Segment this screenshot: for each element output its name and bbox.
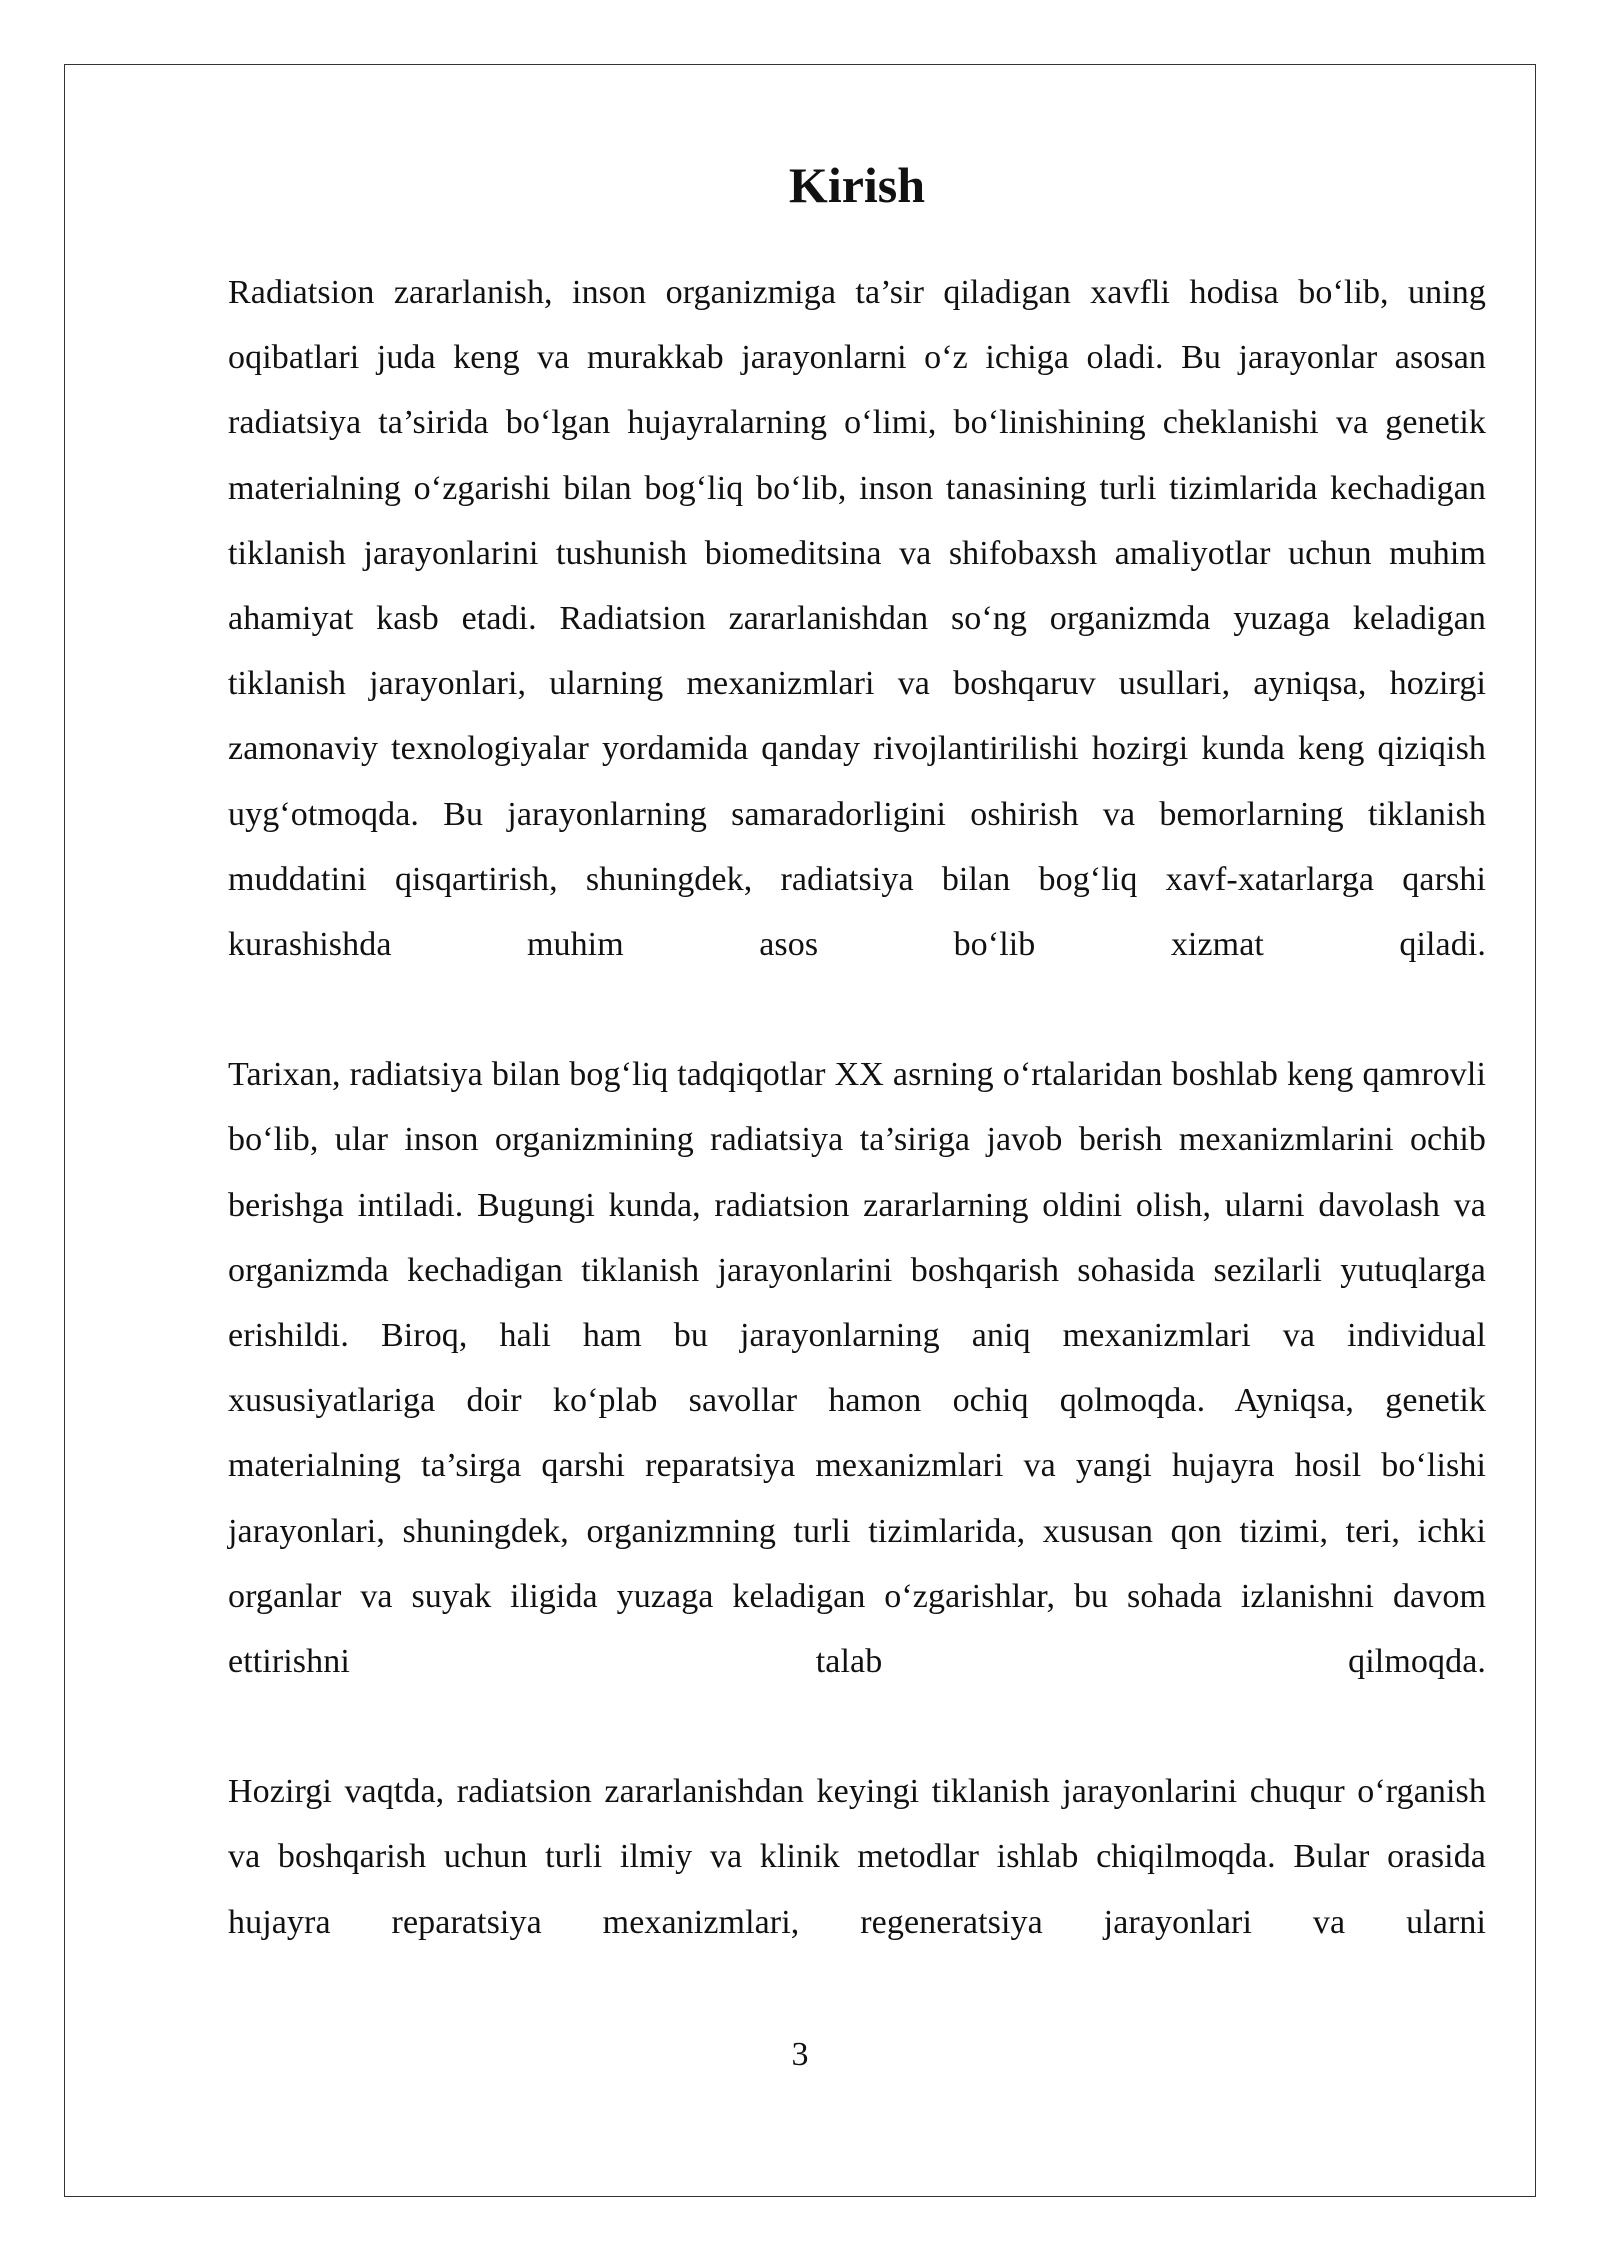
paragraph-2: Tarixan, radiatsiya bilan bog‘liq tadqiqotlar XX asrning o‘rtalaridan boshlab keng qamrovli bo‘lib, ular inson organizmining radiatsiya ta’siriga javob berish mexanizmlarini ochib berishga intiladi. Bugungi kunda, radiatsion zararlarning oldini olish, ularni davolash va organizmda kechadigan tiklanish jarayonlarini boshqarish sohasida sezilarli yutuqlarga erishildi. Biroq, hali ham bu jarayonlarning aniq mexanizmlari va individual xususiyatlariga doir ko‘plab savollar hamon ochiq qolmoqda. Ayniqsa, genetik materialning ta’sirga qarshi reparatsiya mexanizmlari va yangi hujayra hosil bo‘lishi jarayonlari, shuningdek, organizmning turli tizimlarida, xususan qon tizimi, teri, ichki organlar va suyak iligida yuzaga keladigan o‘zgarishlar, bu sohada izlanishni davom ettirishni talab qilmoqda.	[228, 1056, 1486, 1681]
document-body	[228, 150, 1486, 1955]
paragraph-1: Radiatsion zararlanish, inson organizmiga ta’sir qiladigan xavfli hodisa bo‘lib, uning oqibatlari juda keng va murakkab jarayonlarni o‘z ichiga oladi. Bu jarayonlar asosan radiatsiya ta’sirida bo‘lgan hujayralarning o‘limi, bo‘linishining cheklanishi va genetik materialning o‘zgarishi bilan bog‘liq bo‘lib, inson tanasining turli tizimlarida kechadigan tiklanish jarayonlarini tushunish biomeditsina va shifobaxsh amaliyotlar uchun muhim ahamiyat kasb etadi. Radiatsion zararlanishdan so‘ng organizmda yuzaga keladigan tiklanish jarayonlari, ularning mexanizmlari va boshqaruv usullari, ayniqsa, hozirgi zamonaviy texnologiyalar yordamida qanday rivojlantirilishi hozirgi kunda keng qiziqish uyg‘otmoqda. Bu jarayonlarning samaradorligini oshirish va bemorlarning tiklanish muddatini qisqartirish, shuningdek, radiatsiya bilan bog‘liq xavf-xatarlarga qarshi kurashishda muhim asos bo‘lib xizmat qiladi.	[228, 274, 1486, 964]
page-title: Kirish	[788, 157, 926, 213]
page-number: 3	[791, 2036, 809, 2073]
paragraph-3: Hozirgi vaqtda, radiatsion zararlanishdan keyingi tiklanish jarayonlarini chuqur o‘rganish va boshqarish uchun turli ilmiy va klinik metodlar ishlab chiqilmoqda. Bular orasida hujayra reparatsiya mexanizmlari, regeneratsiya jarayonlari va ularni	[228, 1773, 1486, 1941]
